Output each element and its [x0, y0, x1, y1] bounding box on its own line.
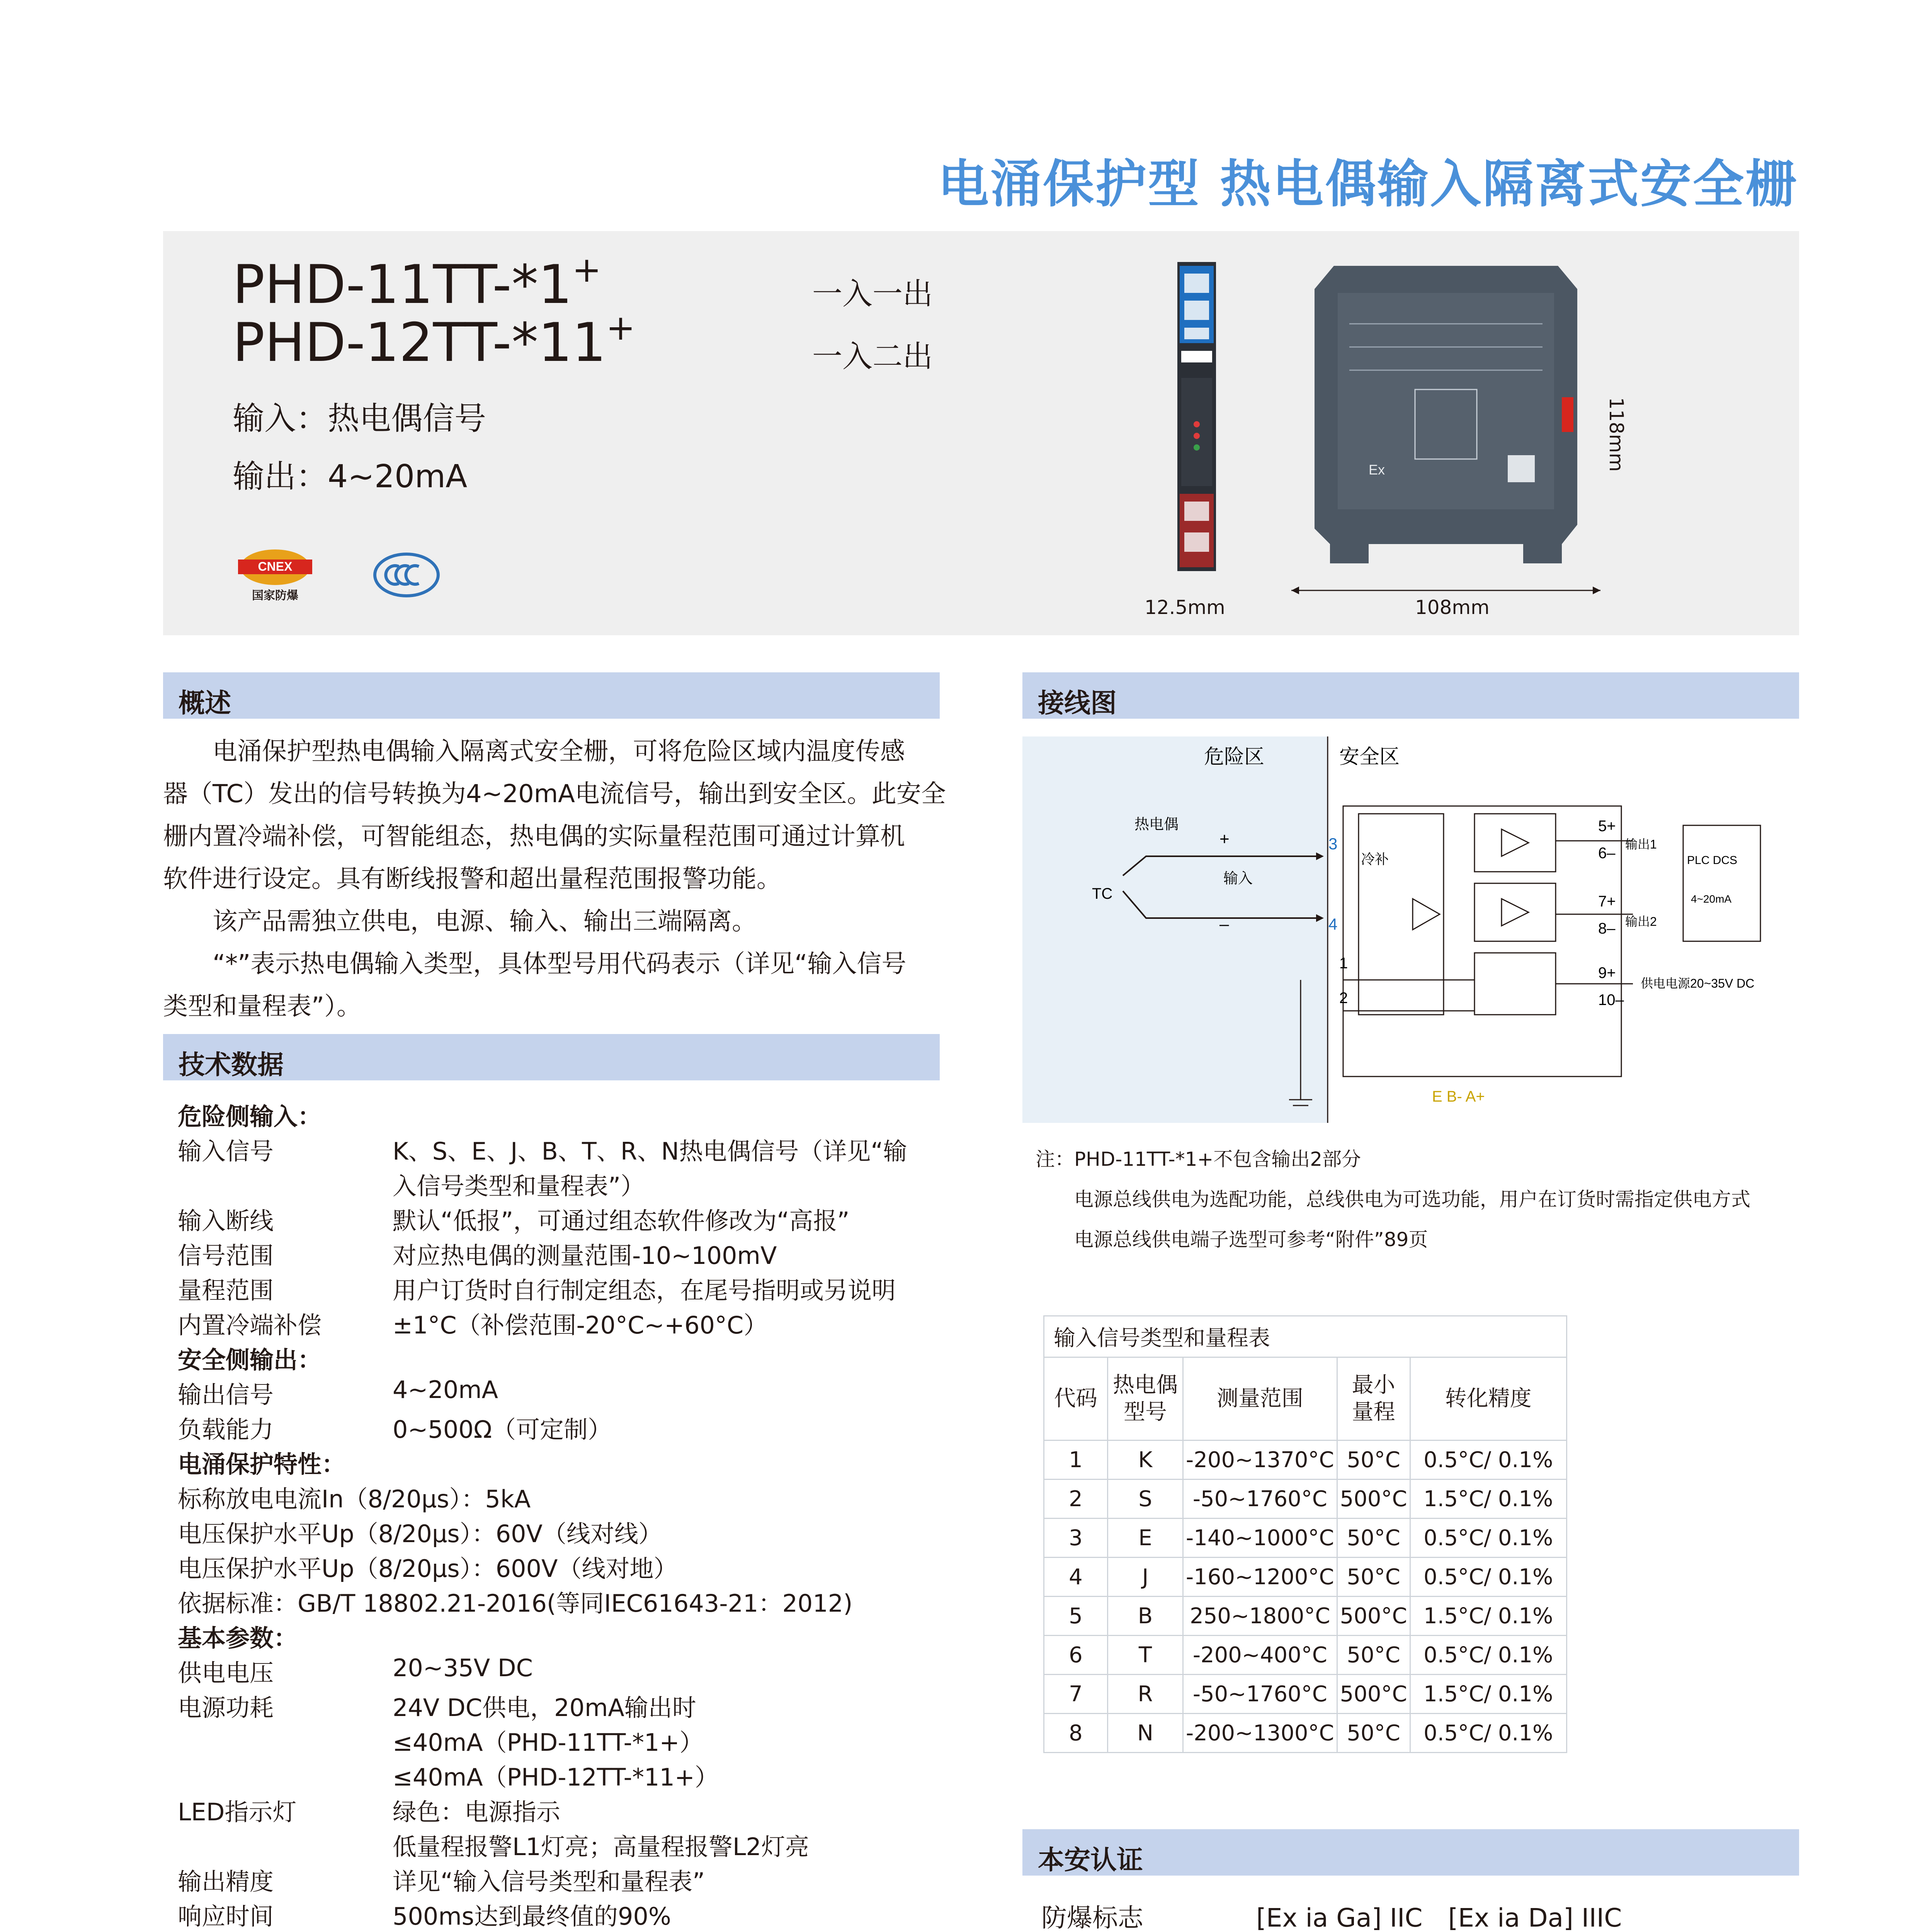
tech-label: 电压保护水平Up（8/20μs）：60V（线对线） — [178, 1520, 663, 1548]
tech-label: 电压保护水平Up（8/20μs）：600V（线对地） — [178, 1554, 678, 1583]
plc-label: PLC DCS — [1687, 854, 1738, 867]
output-spec: 输出：4~20mA — [233, 458, 468, 495]
tech-value: 0~500Ω（可定制） — [393, 1415, 612, 1444]
cnex-emblem-icon — [233, 548, 318, 587]
input-spec: 输入：热电偶信号 — [233, 400, 486, 437]
tech-row — [178, 1897, 970, 1932]
tech-row — [178, 1410, 970, 1445]
dim-width: 108mm — [1415, 596, 1490, 619]
range-table-cell: -200~1300°C — [1183, 1714, 1337, 1753]
tech-row — [178, 1689, 970, 1723]
tech-row — [178, 1549, 970, 1584]
dim-height-wrap — [1605, 397, 1631, 474]
tech-label: 基本参数： — [178, 1624, 298, 1652]
page-title: 电涌保护型 热电偶输入隔离式安全栅 — [938, 155, 1798, 214]
tech-label: 输出信号 — [178, 1381, 274, 1409]
model1-sup: + — [572, 250, 602, 290]
model1-io: 一入一出 — [812, 277, 933, 311]
range-table-cell: 0.5°C/ 0.1% — [1410, 1558, 1566, 1597]
tech-row — [178, 1758, 970, 1793]
range-table-cell: 1.5°C/ 0.1% — [1410, 1597, 1566, 1636]
terminal-8: 8– — [1598, 920, 1616, 937]
range-table-row — [1044, 1675, 1567, 1714]
range-table-cell: 0.5°C/ 0.1% — [1410, 1714, 1566, 1753]
range-table-cell: N — [1108, 1714, 1183, 1753]
bus-terminals: E B- A+ — [1432, 1088, 1485, 1105]
range-table-cell: 250~1800°C — [1183, 1597, 1337, 1636]
ma-label: 4~20mA — [1691, 893, 1732, 905]
range-table-cell: 0.5°C/ 0.1% — [1410, 1519, 1566, 1558]
note-line: 电源总线供电端子选型可参考“附件”89页 — [1036, 1228, 1428, 1251]
tech-label: 标称放电电流In（8/20μs）：5kA — [178, 1485, 531, 1513]
tc-caption: 热电偶 — [1134, 816, 1179, 833]
tech-label: 输入断线 — [178, 1207, 274, 1235]
wiring-schematic — [1022, 736, 1799, 1123]
range-table-cell: 50°C — [1337, 1558, 1410, 1597]
cert-list — [1041, 1897, 1776, 1932]
model2-io: 一入二出 — [812, 339, 933, 374]
tech-label: 量程范围 — [178, 1276, 274, 1304]
tech-row — [178, 1654, 970, 1689]
terminal-2: 2 — [1339, 990, 1348, 1007]
svg-text:CNEX: CNEX — [258, 560, 293, 573]
dim-line — [1291, 583, 1600, 598]
tech-data-list — [178, 1097, 970, 1932]
tech-value: K、S、E、J、B、T、R、N热电偶信号（详见“输 — [393, 1137, 907, 1165]
device-front-view — [1166, 262, 1228, 571]
range-table-cell: R — [1108, 1675, 1183, 1714]
overview-body — [163, 730, 951, 1028]
minus-sign: – — [1219, 915, 1229, 934]
tech-value: 默认“低报”，可通过组态软件修改为“高报” — [393, 1207, 850, 1235]
range-table-cell: -50~1760°C — [1183, 1675, 1337, 1714]
overview-heading: 概述 — [179, 688, 231, 719]
range-table-cell: J — [1108, 1558, 1183, 1597]
model2-text: PHD-12TT-*11 — [233, 311, 606, 374]
range-table-wrap — [1043, 1315, 1567, 1753]
wiring-heading: 接线图 — [1038, 688, 1117, 719]
dim-height: 118mm — [1605, 397, 1628, 472]
range-table-cell: B — [1108, 1597, 1183, 1636]
range-table-row — [1044, 1714, 1567, 1753]
range-table-cell: 2 — [1044, 1480, 1108, 1519]
tech-value: 低量程报警L1灯亮；高量程报警L2灯亮 — [393, 1833, 809, 1861]
wiring-notes — [1036, 1144, 1750, 1252]
range-table-cell: 6 — [1044, 1636, 1108, 1675]
overview-line: 电涌保护型热电偶输入隔离式安全栅，可将危险区域内温度传感 — [163, 737, 905, 766]
terminal-10: 10– — [1598, 992, 1624, 1009]
range-table-cell: 8 — [1044, 1714, 1108, 1753]
tech-value: 对应热电偶的测量范围-10~100mV — [393, 1242, 777, 1270]
range-table-header: 代码 — [1044, 1357, 1108, 1440]
tech-label: 安全侧输出： — [178, 1346, 322, 1374]
model-phd-12tt — [233, 308, 635, 374]
range-table-cell: 4 — [1044, 1558, 1108, 1597]
terminal-9: 9+ — [1598, 964, 1616, 981]
overview-line: 该产品需独立供电，电源、输入、输出三端隔离。 — [163, 907, 757, 936]
range-table-row — [1044, 1636, 1567, 1675]
range-table-caption-row — [1044, 1316, 1567, 1357]
terminal-5: 5+ — [1598, 818, 1616, 835]
wiring-diagram — [1022, 736, 1799, 1123]
range-table-header: 转化精度 — [1410, 1357, 1566, 1440]
tech-value: 用户订货时自行制定组态，在尾号指明或另说明 — [393, 1276, 896, 1304]
cold-junction-label: 冷补 — [1361, 851, 1389, 867]
tech-label: 电涌保护特性： — [178, 1450, 346, 1478]
range-table-cell: 0.5°C/ 0.1% — [1410, 1440, 1566, 1480]
tech-label: 电源功耗 — [178, 1694, 274, 1722]
range-table-row — [1044, 1480, 1567, 1519]
tech-row — [178, 1723, 970, 1758]
tech-row — [178, 1306, 970, 1341]
ccc-logo — [372, 552, 441, 598]
tech-group-heading — [178, 1097, 970, 1132]
hazard-zone-label: 危险区 — [1204, 746, 1265, 768]
safe-zone-label: 安全区 — [1339, 746, 1400, 768]
overview-line: 栅内置冷端补偿，可智能组态，热电偶的实际量程范围可通过计算机 — [163, 822, 905, 851]
tech-value: 4~20mA — [393, 1376, 498, 1404]
range-table-cell: E — [1108, 1519, 1183, 1558]
tech-row — [178, 1236, 970, 1271]
range-table-cell: 0.5°C/ 0.1% — [1410, 1636, 1566, 1675]
tech-label: 危险侧输入： — [178, 1102, 322, 1131]
tc-label: TC — [1092, 885, 1113, 902]
range-table-row — [1044, 1440, 1567, 1480]
tech-row — [178, 1793, 970, 1828]
plus-sign: + — [1219, 830, 1230, 849]
input-caption: 输入 — [1223, 871, 1253, 887]
range-table-header: 热电偶 型号 — [1108, 1357, 1183, 1440]
range-table-cell: 5 — [1044, 1597, 1108, 1636]
tech-label: 输入信号 — [178, 1137, 274, 1165]
tech-group-heading — [178, 1619, 970, 1654]
range-table-cell: 50°C — [1337, 1636, 1410, 1675]
range-table-row — [1044, 1519, 1567, 1558]
range-table-cell: T — [1108, 1636, 1183, 1675]
note-line: 注：PHD-11TT-*1+不包含输出2部分 — [1036, 1148, 1361, 1170]
range-table-cell: 7 — [1044, 1675, 1108, 1714]
range-table-cell: 500°C — [1337, 1597, 1410, 1636]
dim-width-side: 12.5mm — [1145, 596, 1225, 619]
tech-row — [178, 1202, 970, 1236]
cert-heading: 本安认证 — [1038, 1845, 1143, 1876]
range-table-cell: 500°C — [1337, 1480, 1410, 1519]
range-table-cell: 500°C — [1337, 1675, 1410, 1714]
tech-row — [178, 1515, 970, 1549]
device-side-view — [1291, 258, 1628, 583]
tech-label: 输出精度 — [178, 1867, 274, 1896]
device-front-illustration — [1166, 262, 1228, 571]
tech-header — [163, 1034, 940, 1080]
tech-value: 入信号类型和量程表”） — [393, 1172, 645, 1200]
range-table-cell: -200~1370°C — [1183, 1440, 1337, 1480]
terminal-7: 7+ — [1598, 893, 1616, 910]
cert-label: 防爆标志 — [1041, 1903, 1143, 1932]
range-table-cell: -140~1000°C — [1183, 1519, 1337, 1558]
cnex-caption: 国家防爆 — [252, 589, 298, 602]
overview-line: 软件进行设定。具有断线报警和超出量程范围报警功能。 — [163, 865, 781, 893]
dimension-arrow-icon — [1291, 583, 1600, 598]
range-table-cell: 1 — [1044, 1440, 1108, 1480]
tech-value: 绿色：电源指示 — [393, 1798, 561, 1826]
range-table-cell: 50°C — [1337, 1519, 1410, 1558]
tech-label: 负载能力 — [178, 1415, 274, 1444]
range-table-header: 最小 量程 — [1337, 1357, 1410, 1440]
tech-label: 依据标准：GB/T 18802.21-2016(等同IEC61643-21：2012) — [178, 1589, 853, 1617]
range-table-cell: 50°C — [1337, 1440, 1410, 1480]
ccc-mark-icon — [372, 552, 441, 598]
tech-value: 500ms达到最终值的90% — [393, 1902, 671, 1930]
tech-label: 响应时间 — [178, 1902, 274, 1930]
tech-label: LED指示灯 — [178, 1798, 297, 1826]
tech-label: 内置冷端补偿 — [178, 1311, 322, 1339]
terminal-1: 1 — [1339, 955, 1348, 972]
overview-line: 类型和量程表”）。 — [163, 992, 362, 1021]
output1-label: 输出1 — [1625, 837, 1657, 851]
cnex-logo — [233, 548, 318, 602]
range-table-header: 测量范围 — [1183, 1357, 1337, 1440]
model-phd-11tt — [233, 250, 602, 316]
tech-row — [178, 1828, 970, 1862]
tech-label: 供电电压 — [178, 1659, 274, 1687]
tech-value: 24V DC供电，20mA输出时 — [393, 1694, 696, 1722]
cert-header — [1022, 1829, 1799, 1876]
tech-row — [178, 1132, 970, 1167]
model1-text: PHD-11TT-*1 — [233, 253, 572, 316]
tech-value: ±1°C（补偿范围-20°C~+60°C） — [393, 1311, 768, 1339]
tech-row — [178, 1862, 970, 1897]
model2-sup: + — [606, 308, 635, 348]
range-table-header-row — [1044, 1357, 1567, 1440]
range-table-cell: -50~1760°C — [1183, 1480, 1337, 1519]
range-table-cell: S — [1108, 1480, 1183, 1519]
output2-label: 输出2 — [1625, 915, 1657, 929]
tech-row — [178, 1584, 970, 1619]
range-table-cell: 3 — [1044, 1519, 1108, 1558]
tech-value: ≤40mA（PHD-12TT-*11+） — [393, 1763, 719, 1791]
range-table-cell: -200~400°C — [1183, 1636, 1337, 1675]
device-side-illustration — [1291, 258, 1600, 583]
range-table-cell: -160~1200°C — [1183, 1558, 1337, 1597]
tech-group-heading — [178, 1445, 970, 1480]
terminal-4: 4 — [1328, 915, 1338, 933]
tech-row — [178, 1480, 970, 1515]
range-table-row — [1044, 1597, 1567, 1636]
tech-label: 信号范围 — [178, 1242, 274, 1270]
tech-heading: 技术数据 — [179, 1050, 284, 1080]
range-table-cell: 1.5°C/ 0.1% — [1410, 1480, 1566, 1519]
terminal-3: 3 — [1328, 835, 1338, 853]
overview-header — [163, 672, 940, 719]
svg-text:Ex: Ex — [1369, 462, 1385, 478]
supply-label: 供电电源20~35V DC — [1641, 976, 1755, 990]
range-table-row — [1044, 1558, 1567, 1597]
range-table — [1043, 1315, 1567, 1753]
cert-value: [Ex ia Ga] IIC [Ex ia Da] IIIC — [1256, 1903, 1622, 1932]
wiring-header — [1022, 672, 1799, 719]
overview-line: “*”表示热电偶输入类型，具体型号用代码表示（详见“输入信号 — [163, 950, 906, 978]
tech-row — [178, 1271, 970, 1306]
product-hero-panel — [163, 231, 1799, 635]
note-line: 电源总线供电为选配功能，总线供电为可选功能，用户在订货时需指定供电方式 — [1036, 1188, 1750, 1211]
range-table-cell: K — [1108, 1440, 1183, 1480]
tech-row — [178, 1376, 970, 1410]
tech-group-heading — [178, 1341, 970, 1376]
tech-value: 20~35V DC — [393, 1654, 533, 1682]
terminal-6: 6– — [1598, 845, 1616, 862]
range-table-cell: 50°C — [1337, 1714, 1410, 1753]
overview-line: 器（TC）发出的信号转换为4~20mA电流信号，输出到安全区。此安全 — [163, 780, 946, 808]
tech-value: 详见“输入信号类型和量程表” — [393, 1867, 705, 1896]
tech-row — [178, 1167, 970, 1202]
range-table-cell: 1.5°C/ 0.1% — [1410, 1675, 1566, 1714]
tech-value: ≤40mA（PHD-11TT-*1+） — [393, 1728, 704, 1757]
range-table-caption: 输入信号类型和量程表 — [1044, 1316, 1567, 1357]
